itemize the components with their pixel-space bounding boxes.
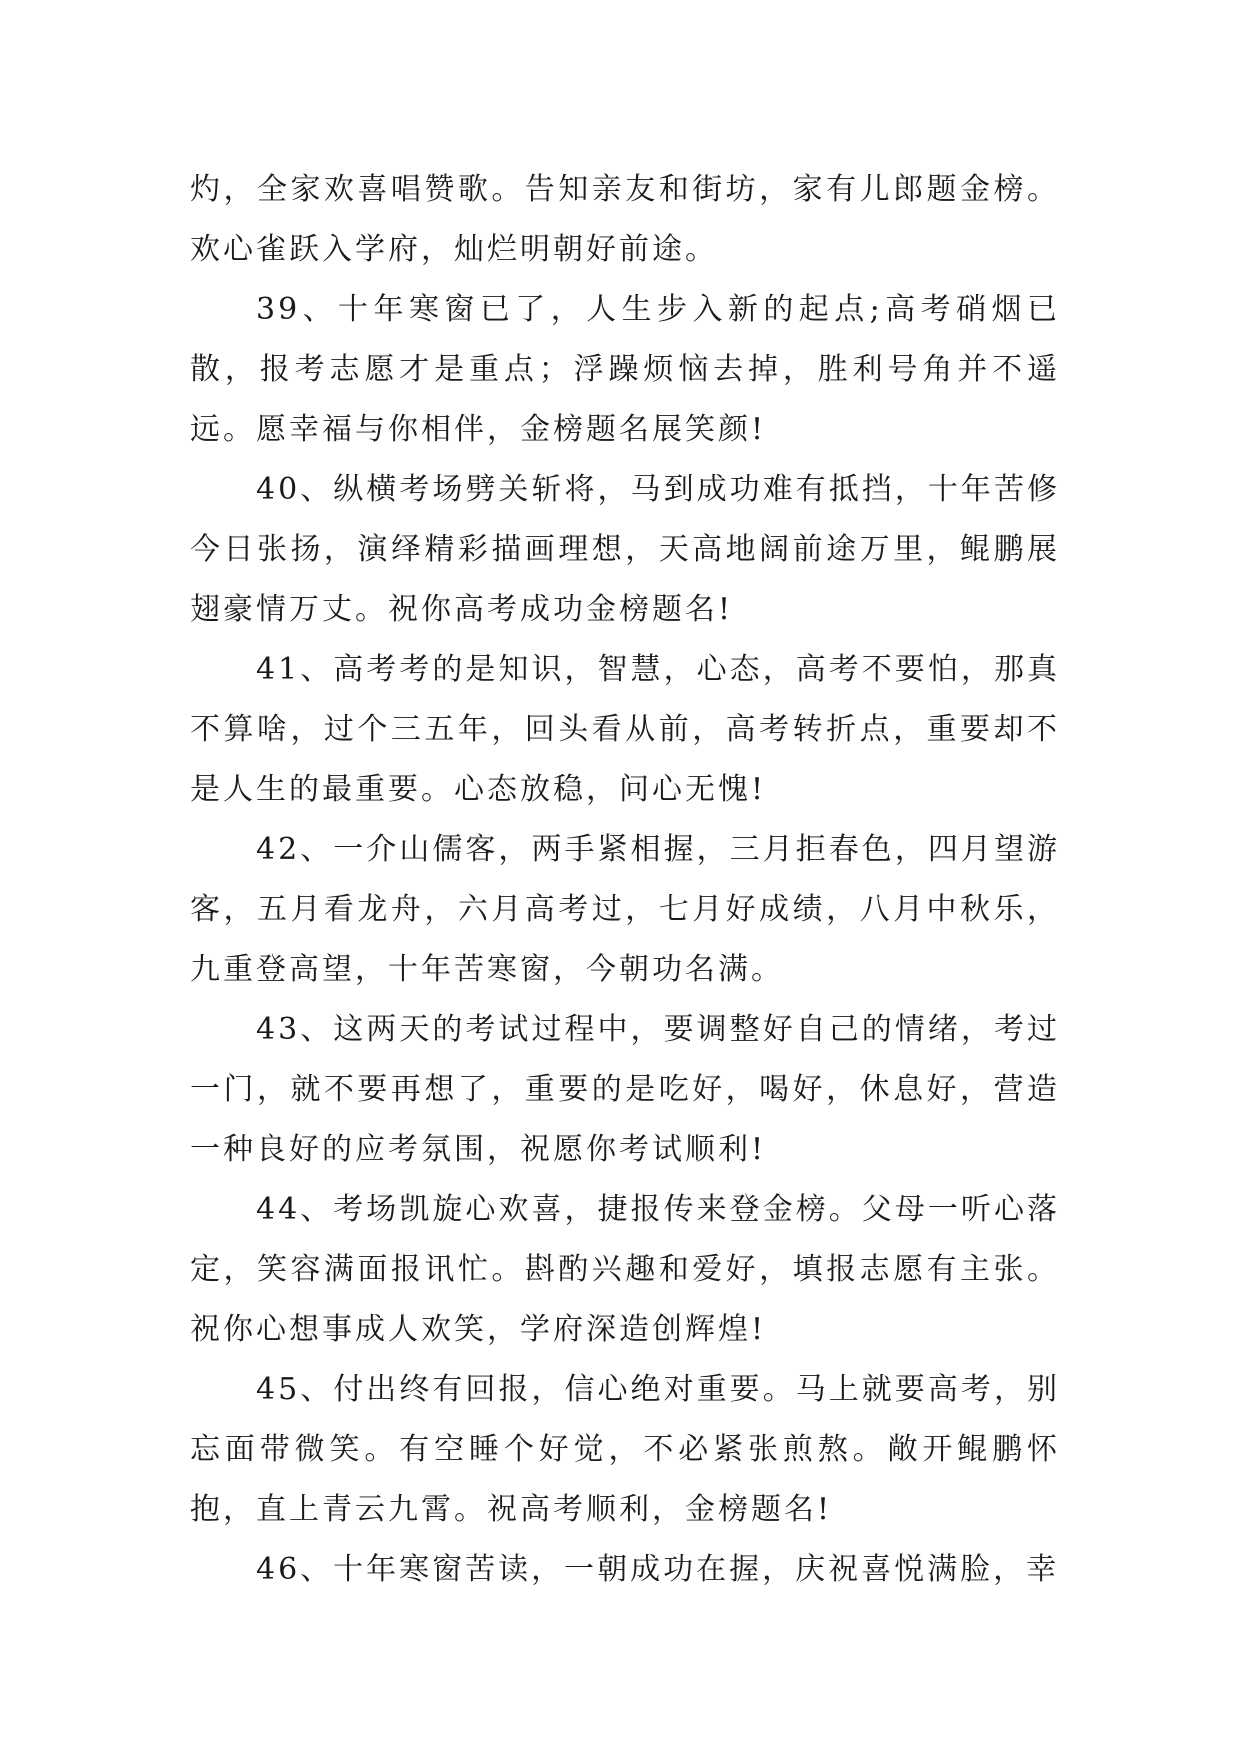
paragraph-45: 45、付出终有回报，信心绝对重要。马上就要高考，别忘面带微笑。有空睡个好觉，不必紧张煎熬。敞开鲲鹏怀抱，直上青云九霄。祝高考顺利，金榜题名! bbox=[190, 1372, 1060, 1527]
document-body bbox=[190, 160, 1060, 1600]
paragraph-39: 39、十年寒窗已了，人生步入新的起点;高考硝烟已散，报考志愿才是重点；浮躁烦恼去掉，胜利号角并不遥远。愿幸福与你相伴，金榜题名展笑颜! bbox=[190, 292, 1060, 447]
paragraph-46: 46、十年寒窗苦读，一朝成功在握，庆祝喜悦满脸，幸 bbox=[256, 1552, 1060, 1587]
paragraph-42: 42、一介山儒客，两手紧相握，三月拒春色，四月望游客，五月看龙舟，六月高考过，七月好成绩，八月中秋乐，九重登高望，十年苦寒窗，今朝功名满。 bbox=[190, 832, 1060, 987]
paragraph-43: 43、这两天的考试过程中，要调整好自己的情绪，考过一门，就不要再想了，重要的是吃好，喝好，休息好，营造一种良好的应考氛围，祝愿你考试顺利! bbox=[190, 1012, 1060, 1167]
paragraph-41: 41、高考考的是知识，智慧，心态，高考不要怕，那真不算啥，过个三五年，回头看从前，高考转折点，重要却不是人生的最重要。心态放稳，问心无愧! bbox=[190, 652, 1060, 807]
paragraph-40: 40、纵横考场劈关斩将，马到成功难有抵挡，十年苦修今日张扬，演绎精彩描画理想，天高地阔前途万里，鲲鹏展翅豪情万丈。祝你高考成功金榜题名! bbox=[190, 472, 1060, 627]
paragraph-continuation: 灼，全家欢喜唱赞歌。告知亲友和街坊，家有儿郎题金榜。欢心雀跃入学府，灿烂明朝好前途。 bbox=[190, 172, 1060, 267]
paragraph-44: 44、考场凯旋心欢喜，捷报传来登金榜。父母一听心落定，笑容满面报讯忙。斟酌兴趣和爱好，填报志愿有主张。祝你心想事成人欢笑，学府深造创辉煌! bbox=[190, 1192, 1060, 1347]
